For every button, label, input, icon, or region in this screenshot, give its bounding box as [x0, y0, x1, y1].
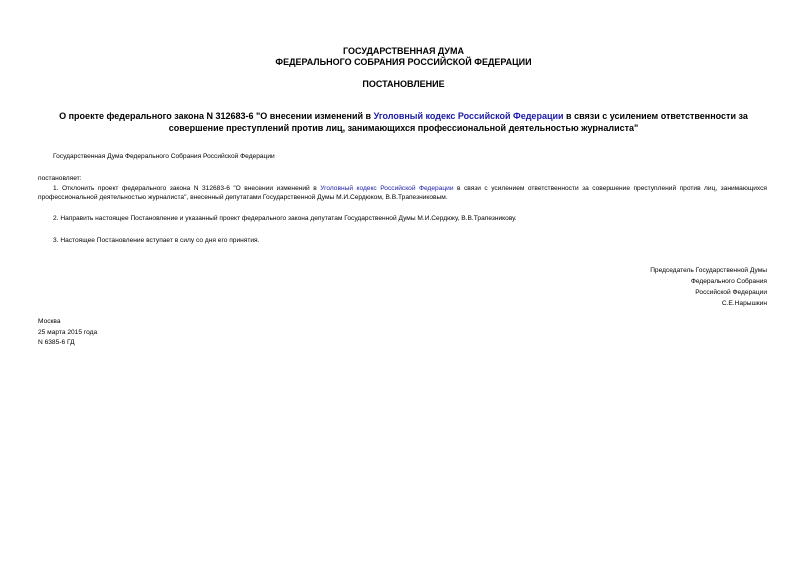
document-title: [40, 110, 767, 134]
item1-text-after: в связи с усилением ответственности за совершение преступлений против лиц, занимающихся профессиональной деятельностью журналиста", внесенный депутатами Государственной Думы М.И.Сердюком, В.В.Трапезниковым.: [38, 185, 767, 201]
resolution-item-1: [38, 184, 767, 202]
title-criminal-code-link[interactable]: Уголовный кодекс Российской Федерации: [373, 111, 564, 121]
signature-line-1: Председатель Государственной Думы: [650, 267, 767, 274]
resolves-text: постановляет:: [38, 175, 82, 182]
title-text-after: в связи с усилением ответственности за совершение преступлений против лиц, занимающихся профессиональной деятельностью журналиста": [168, 111, 748, 133]
header-line-2: ФЕДЕРАЛЬНОГО СОБРАНИЯ РОССИЙСКОЙ ФЕДЕРАЦИИ: [275, 57, 532, 67]
signature-line-2: Федерального Собрания: [690, 278, 767, 285]
header-line-1: ГОСУДАРСТВЕННАЯ ДУМА: [342, 46, 465, 56]
signature-name: С.Е.Нарышкин: [721, 300, 767, 307]
document-type: ПОСТАНОВЛЕНИЕ: [362, 79, 445, 89]
resolution-item-3: 3. Настоящее Постановление вступает в силу со дня его принятия.: [53, 237, 260, 244]
intro-text: Государственная Дума Федерального Собрания Российской Федерации: [53, 153, 275, 160]
item1-criminal-code-link[interactable]: Уголовный кодекс Российской Федерации: [320, 185, 454, 192]
footer-city: Москва: [38, 318, 61, 325]
item1-text-before: 1. Отклонить проект федерального закона N 312683-6 "О внесении изменений в: [53, 185, 321, 192]
signature-line-3: Российской Федерации: [695, 289, 767, 296]
title-text-before: О проекте федерального закона N 312683-6 "О внесении изменений в: [59, 111, 374, 121]
footer-number: N 6385-6 ГД: [38, 339, 75, 346]
resolution-item-2: 2. Направить настоящее Постановление и указанный проект федерального закона депутатам Государственной Думы М.И.Сердюку, В.В.Трапезникову.: [53, 215, 517, 222]
footer-date: 25 марта 2015 года: [38, 329, 98, 336]
